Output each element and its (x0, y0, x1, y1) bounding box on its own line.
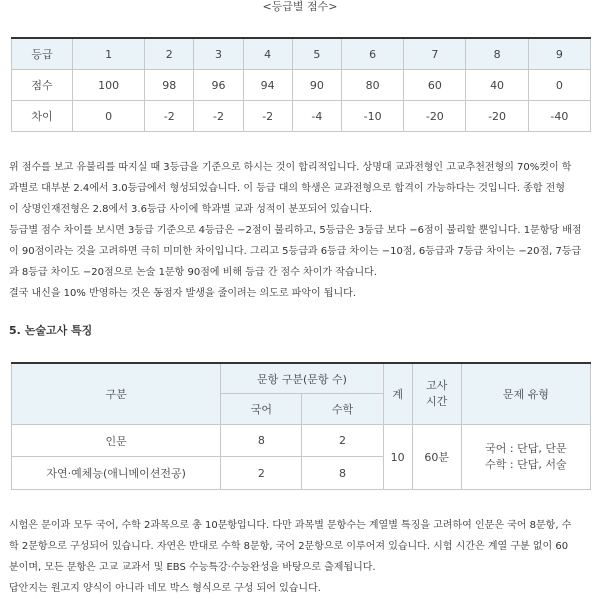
diff-cell: -10 (341, 101, 403, 132)
score-cell: 40 (466, 70, 528, 101)
category-cell: 자연·예체능(애니메이션전공) (12, 457, 221, 490)
diff-cell: -20 (466, 101, 528, 132)
paragraph-exam-description (9, 515, 594, 599)
grade-cell: 4 (243, 38, 292, 70)
type-line: 수학 : 단답, 서술 (485, 458, 567, 471)
paragraph-line: 학 2문항으로 구성되어 있습니다. 자연은 반대로 수학 8문항, 국어 2문항으로 이루어져 있습니다. 시험 시간은 계열 구분 없이 60 (9, 541, 569, 552)
grade-cell: 2 (145, 38, 194, 70)
type-line: 국어 : 단답, 단문 (485, 442, 567, 455)
paragraph-line: 분이며, 모든 문항은 고교 교과서 및 EBS 수능특강·수능완성을 바탕으로 출제됩니다. (9, 562, 376, 573)
header-korean: 국어 (221, 394, 302, 425)
header-total: 계 (383, 363, 412, 425)
paragraph-line: 등급별 점수 차이를 보시면 3등급 기준으로 4등급은 −2점이 불리하고, 5등급은 3등급 보다 −6점이 불리할 뿐입니다. 1문항당 배점 (9, 225, 582, 236)
essay-exam-table (11, 362, 591, 490)
question-type-cell (461, 425, 590, 490)
paragraph-line: 결국 내신을 10% 반영하는 것은 동점자 발생을 줄이려는 의도로 파악이 됩니다. (9, 288, 356, 299)
score-cell: 100 (73, 70, 145, 101)
paragraph-line: 위 점수를 보고 유불리를 따지실 때 3등급을 기준으로 하시는 것이 합리적입니다. 상명대 교과전형인 고교추천전형의 70%컷이 학 (9, 162, 572, 173)
math-count-cell: 2 (302, 425, 383, 457)
diff-cell: -2 (145, 101, 194, 132)
diff-row-label: 차이 (12, 101, 73, 132)
paragraph-grade-analysis (9, 157, 594, 304)
diff-cell: -2 (243, 101, 292, 132)
score-cell: 96 (194, 70, 243, 101)
grade-cell: 5 (292, 38, 341, 70)
header-question-type: 문제 유형 (461, 363, 590, 425)
diff-cell: -4 (292, 101, 341, 132)
score-cell: 80 (341, 70, 403, 101)
grade-cell: 9 (528, 38, 590, 70)
grade-cell: 1 (73, 38, 145, 70)
header-time: 고사 시간 (412, 363, 461, 425)
paragraph-line: 이 상명인재전형은 2.8에서 3.6등급 사이에 학과별 교과 성적이 분포되어 있습니다. (9, 204, 373, 215)
paragraph-line: 시험은 문이과 모두 국어, 수학 2과목으로 총 10문항입니다. 다만 과목별 문항수는 계열별 특징을 고려하여 인문은 국어 8문항, 수 (9, 520, 572, 531)
grade-cell: 6 (341, 38, 403, 70)
table-row (12, 363, 591, 394)
diff-cell: -20 (404, 101, 466, 132)
table-row (12, 425, 591, 457)
korean-count-cell: 2 (221, 457, 302, 490)
grade-cell: 3 (194, 38, 243, 70)
score-row-label: 점수 (12, 70, 73, 101)
table-row (12, 38, 591, 70)
paragraph-line: 이 90점이라는 것을 고려하면 극히 미미한 차이입니다. 그리고 5등급과 6등급 차이는 −10점, 6등급과 7등급 차이는 −20점, 7등급 (9, 246, 582, 257)
time-cell: 60분 (412, 425, 461, 490)
header-questions: 문항 구분(문항 수) (221, 363, 383, 394)
korean-count-cell: 8 (221, 425, 302, 457)
table-row (12, 101, 591, 132)
header-category: 구분 (12, 363, 221, 425)
total-cell: 10 (383, 425, 412, 490)
score-cell: 0 (528, 70, 590, 101)
grade-header-label: 등급 (12, 38, 73, 70)
math-count-cell: 8 (302, 457, 383, 490)
diff-cell: 0 (73, 101, 145, 132)
score-cell: 98 (145, 70, 194, 101)
diff-cell: -2 (194, 101, 243, 132)
section-heading-text: 논술고사 특징 (24, 324, 93, 337)
grade-score-table (11, 37, 591, 132)
grade-cell: 7 (404, 38, 466, 70)
paragraph-line: 과별로 대부분 2.4에서 3.0등급에서 형성되었습니다. 이 등급 대의 학생은 교과전형으로 합격이 가능하다는 것입니다. 종합 전형 (9, 183, 566, 194)
paragraph-line: 과 8등급 차이도 −20점으로 논술 1문항 90점에 비해 등급 간 점수 차이가 작습니다. (9, 267, 378, 278)
table-row (12, 70, 591, 101)
header-math: 수학 (302, 394, 383, 425)
score-cell: 90 (292, 70, 341, 101)
table-caption: <등급별 점수> (262, 0, 338, 13)
section-heading (9, 322, 92, 338)
grade-cell: 8 (466, 38, 528, 70)
score-cell: 94 (243, 70, 292, 101)
diff-cell: -40 (528, 101, 590, 132)
score-cell: 60 (404, 70, 466, 101)
paragraph-line: 답안지는 원고지 양식이 아니라 네모 박스 형식으로 구성 되어 있습니다. (9, 583, 321, 594)
category-cell: 인문 (12, 425, 221, 457)
section-number: 5. (9, 324, 21, 337)
